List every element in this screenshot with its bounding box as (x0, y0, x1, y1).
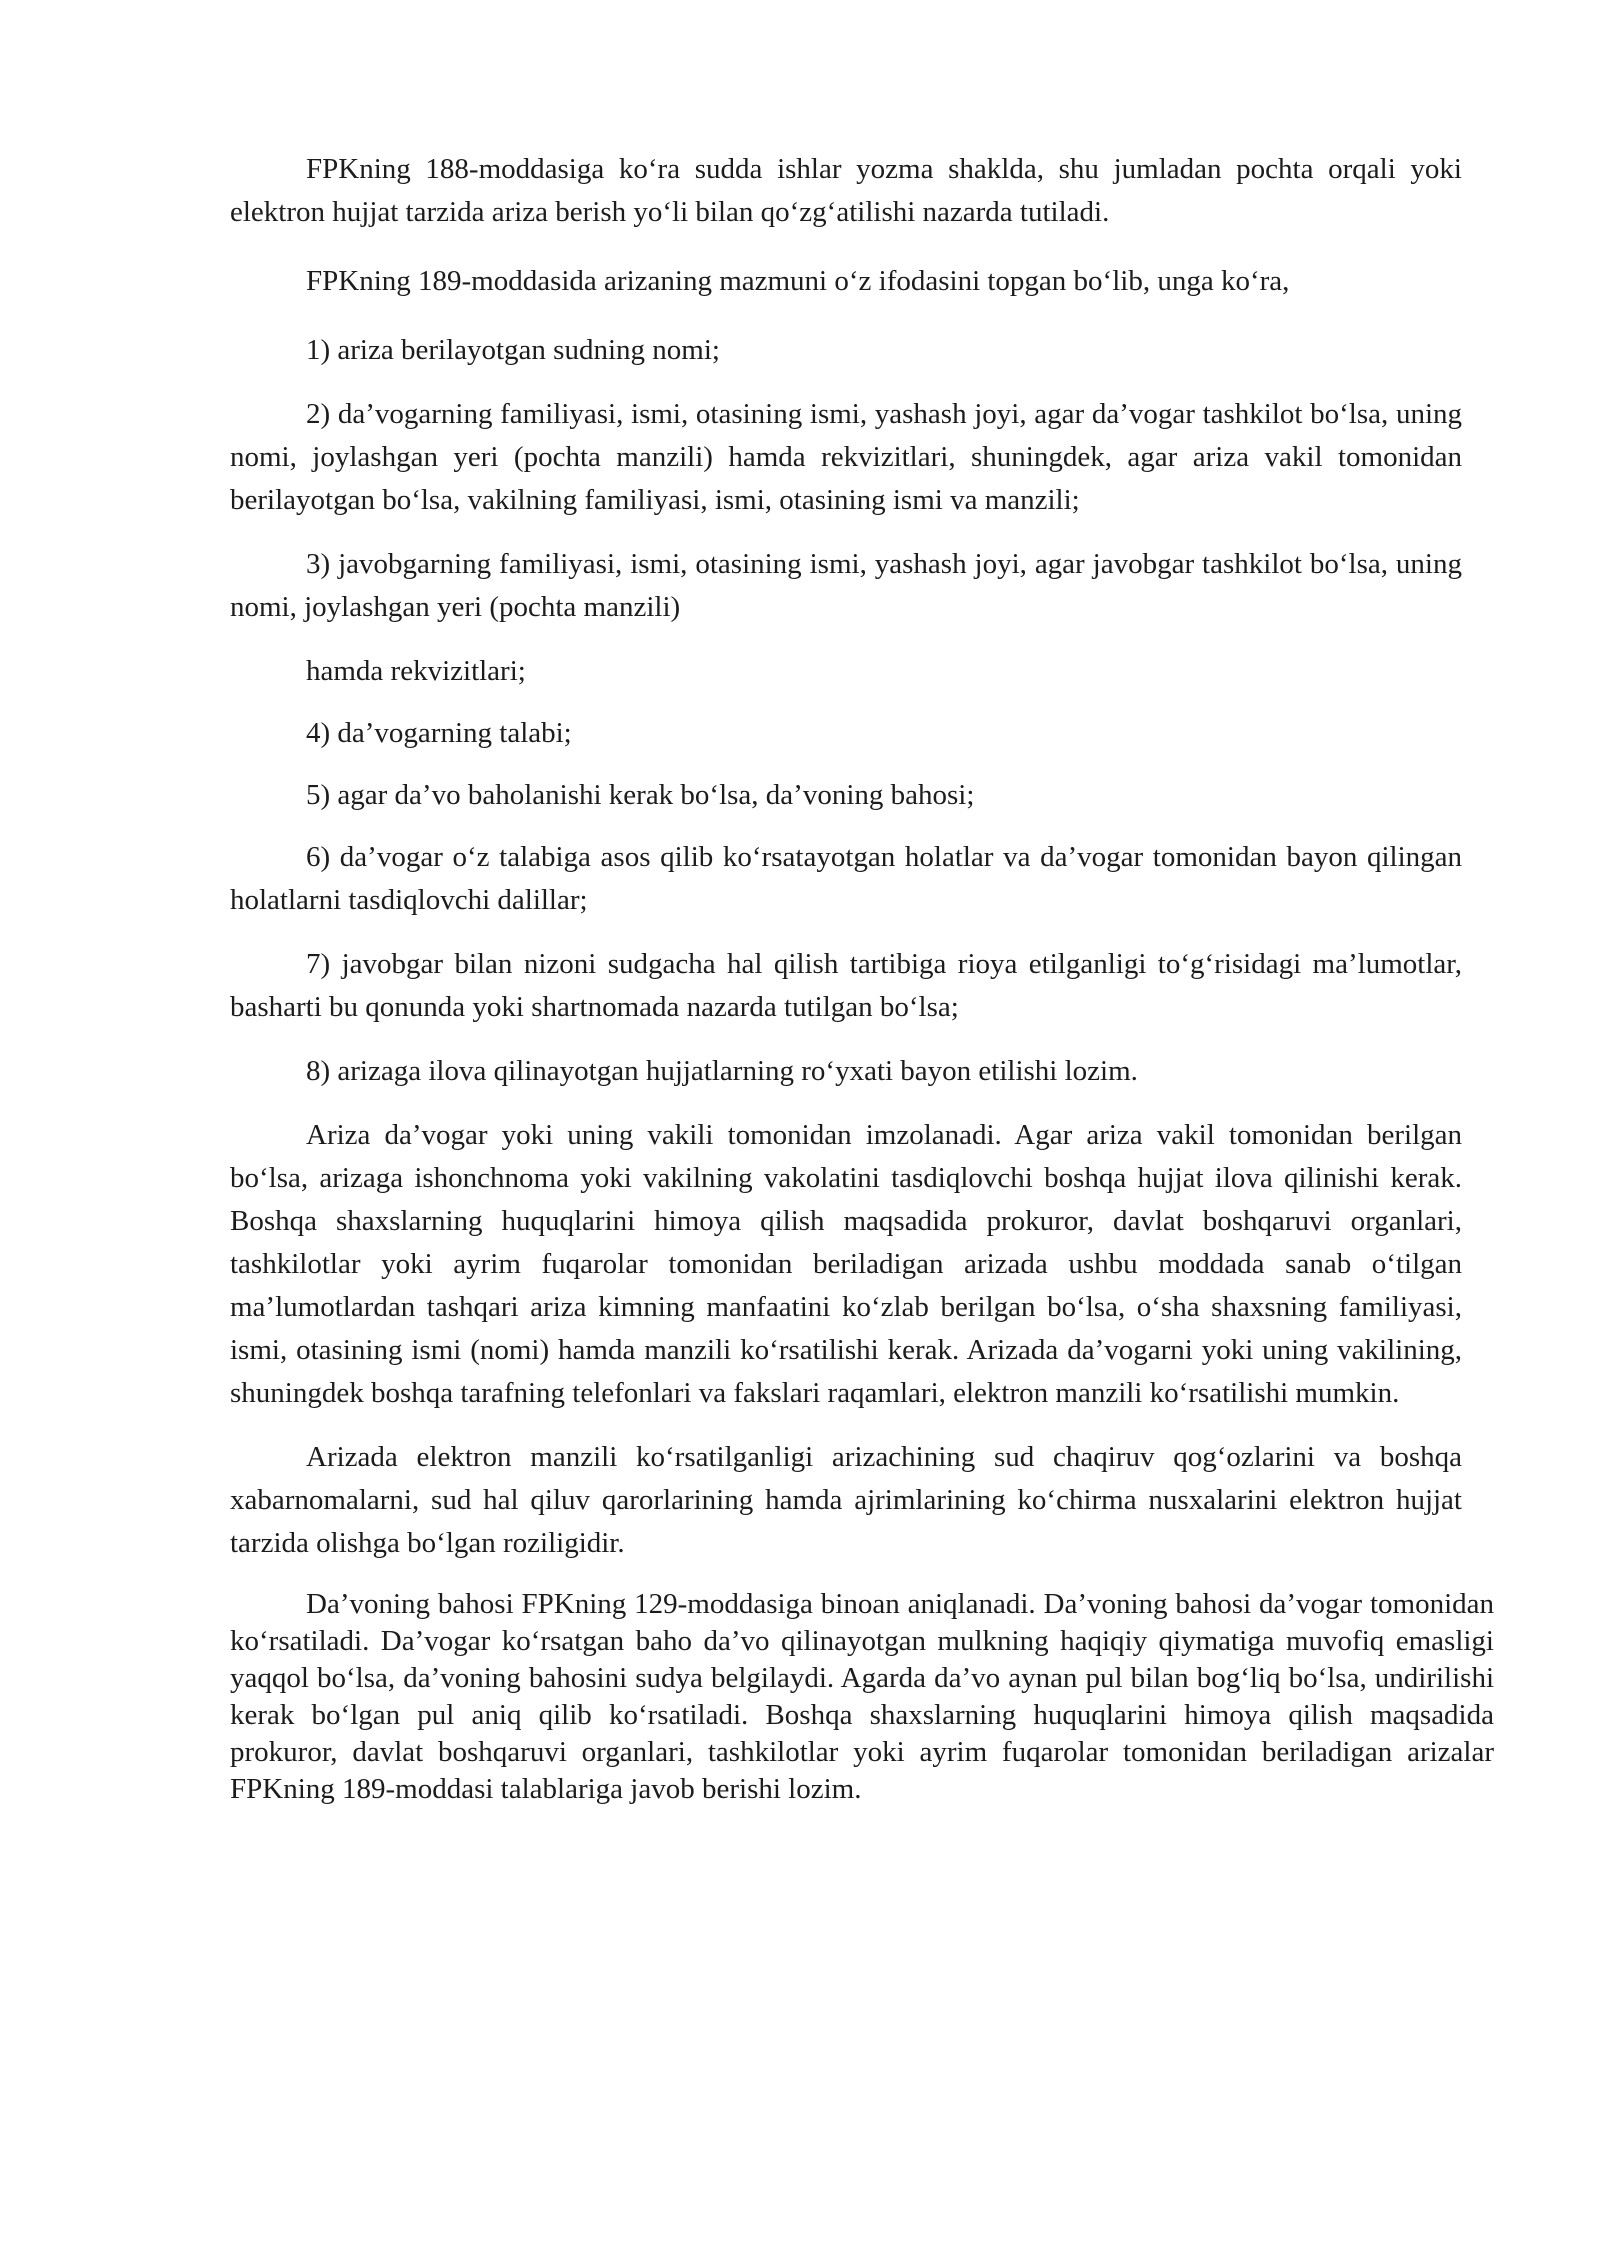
list-item-2: 2) da’vogarning familiyasi, ismi, otasining ismi, yashash joyi, agar da’vogar tashkilot bo‘lsa, uning nomi, joylashgan yeri (pochta manzili) hamda rekvizitlari, shuningdek, agar ariza vakil tomonidan berilayotgan bo‘lsa, vakilning familiyasi, ismi, otasining ismi va manzili; (230, 398, 1462, 516)
list-item-1: 1) ariza berilayotgan sudning nomi; (306, 334, 720, 366)
list-item-5: 5) agar da’vo baholanishi kerak bo‘lsa, da’voning bahosi; (306, 779, 975, 811)
paragraph-signature: Ariza da’vogar yoki uning vakili tomonidan imzolanadi. Agar ariza vakil tomonidan berilgan bo‘lsa, arizaga ishonchnoma yoki vakilning vakolatini tasdiqlovchi boshqa hujjat ilova qilinishi kerak. Boshqa shaxslarning huquqlarini himoya qilish maqsadida prokuror, davlat boshqaruvi organlari, tashkilotlar yoki ayrim fuqarolar tomonidan beriladigan arizada ushbu moddada sanab o‘tilgan ma’lumotlardan tashqari ariza kimning manfaatini ko‘zlab berilgan bo‘lsa, o‘sha shaxsning familiyasi, ismi, otasining ismi (nomi) hamda manzili ko‘rsatilishi kerak. Arizada da’vogarni yoki uning vakilining, shuningdek boshqa tarafning telefonlari va fakslari raqamlari, elektron manzili ko‘rsatilishi mumkin. (230, 1119, 1462, 1409)
paragraph-claim-value: Da’voning bahosi FPKning 129-moddasiga binoan aniqlanadi. Da’voning bahosi da’vogar tomonidan ko‘rsatiladi. Da’vogar ko‘rsatgan baho da’vo qilinayotgan mulkning haqiqiy qiymatiga muvofiq emasligi yaqqol bo‘lsa, da’voning bahosini sudya belgilaydi. Agarda da’vo aynan pul bilan bog‘liq bo‘lsa, undirilishi kerak bo‘lgan pul aniq qilib ko‘rsatiladi. Boshqa shaxslarning huquqlarini himoya qilish maqsadida prokuror, davlat boshqaruvi organlari, tashkilotlar yoki ayrim fuqarolar tomonidan beriladigan arizalar FPKning 189-moddasi talablariga javob berishi lozim. (230, 1588, 1494, 1805)
list-item-3-continuation: hamda rekvizitlari; (306, 655, 526, 687)
list-item-8: 8) arizaga ilova qilinayotgan hujjatlarning ro‘yxati bayon etilishi lozim. (306, 1055, 1138, 1087)
paragraph-article-189: FPKning 189-moddasida arizaning mazmuni o‘z ifodasini topgan bo‘lib, unga ko‘ra, (306, 265, 1290, 297)
paragraph-intro: FPKning 188-moddasiga ko‘ra sudda ishlar yozma shaklda, shu jumladan pochta orqali yoki elektron hujjat tarzida ariza berish yo‘li bilan qo‘zg‘atilishi nazarda tutiladi. (230, 153, 1462, 228)
paragraph-electronic-address: Arizada elektron manzili ko‘rsatilganligi arizachining sud chaqiruv qog‘ozlarini va boshqa xabarnomalarni, sud hal qiluv qarorlarining hamda ajrimlarining ko‘chirma nusxalarini elektron hujjat tarzida olishga bo‘lgan roziligidir. (230, 1441, 1462, 1559)
list-item-6: 6) da’vogar o‘z talabiga asos qilib ko‘rsatayotgan holatlar va da’vogar tomonidan bayon qilingan holatlarni tasdiqlovchi dalillar; (230, 841, 1462, 916)
list-item-7: 7) javobgar bilan nizoni sudgacha hal qilish tartibiga rioya etilganligi to‘g‘risidagi ma’lumotlar, basharti bu qonunda yoki shartnomada nazarda tutilgan bo‘lsa; (230, 948, 1462, 1023)
list-item-3: 3) javobgarning familiyasi, ismi, otasining ismi, yashash joyi, agar javobgar tashkilot bo‘lsa, uning nomi, joylashgan yeri (pochta manzili) (230, 548, 1462, 623)
list-item-4: 4) da’vogarning talabi; (306, 717, 572, 749)
document-body (230, 148, 1494, 1808)
